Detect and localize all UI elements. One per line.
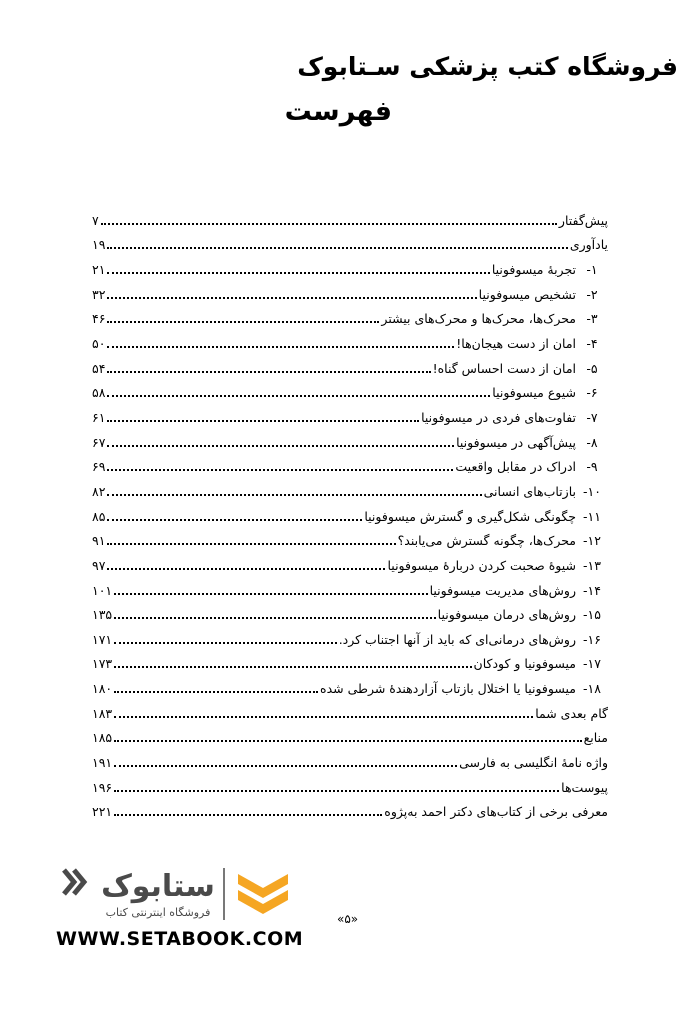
toc-title: پیوست‌ها xyxy=(561,779,608,795)
toc-page-number: ۲۱ xyxy=(92,261,106,277)
toc-page-number: ۱۸۰ xyxy=(92,681,113,697)
toc-title: پیش‌آگهی در میسوفونیا xyxy=(456,434,576,450)
toc-dot-leader xyxy=(114,691,318,693)
setabook-logo xyxy=(58,858,298,928)
toc-dot-leader xyxy=(107,272,489,274)
toc-chapter-number: ۲- xyxy=(586,286,598,302)
toc-row[interactable] xyxy=(92,722,608,747)
toc-row[interactable] xyxy=(92,303,608,328)
toc-title: منابع xyxy=(583,730,608,746)
toc-chapter-number: ۷- xyxy=(586,409,598,425)
toc-chapter-number: ۸- xyxy=(586,434,598,450)
toc-page-number: ۱۹۶ xyxy=(92,779,113,795)
toc-dot-leader xyxy=(107,543,395,545)
toc-title: محرک‌ها، چگونه گسترش می‌یابند؟ xyxy=(397,533,576,549)
toc-dot-leader xyxy=(114,765,457,767)
toc-page-number: ۴۶ xyxy=(92,311,106,327)
toc-row[interactable] xyxy=(92,377,608,402)
toc-page-number: ۶۱ xyxy=(92,409,106,425)
toc-page-number: ۱۷۳ xyxy=(92,656,113,672)
toc-page-number: ۱۸۵ xyxy=(92,730,113,746)
toc-title: تشخیص میسوفونیا xyxy=(478,286,576,302)
toc-title: بازتاب‌های انسانی xyxy=(483,483,576,499)
toc-dot-leader xyxy=(107,297,476,299)
toc-page-number: ۱۷۱ xyxy=(92,631,113,647)
toc-dot-leader xyxy=(107,371,430,373)
toc-row[interactable] xyxy=(92,426,608,451)
toc-chapter-number: ۳- xyxy=(586,311,598,327)
site-url[interactable]: WWW.SETABOOK.COM xyxy=(56,928,304,950)
toc-row[interactable] xyxy=(92,401,608,426)
toc-row[interactable] xyxy=(92,672,608,697)
toc-row[interactable] xyxy=(92,574,608,599)
toc-chapter-number: ۱۰- xyxy=(583,483,601,499)
toc-chapter-number: ۶- xyxy=(586,385,598,401)
toc-page-number: ۵۸ xyxy=(92,385,106,401)
toc-title: یادآوری xyxy=(569,237,608,253)
toc-title: امان از دست هیجان‌ها! xyxy=(456,335,576,351)
toc-chapter-number: ۱۱- xyxy=(583,508,601,524)
toc-dot-leader xyxy=(114,666,471,668)
toc-dot-leader xyxy=(107,568,385,570)
toc-chapter-number: ۱۳- xyxy=(583,557,601,573)
toc-row[interactable] xyxy=(92,451,608,476)
toc-title: روش‌های مدیریت میسوفونیا xyxy=(429,582,576,598)
toc-heading: فهرست xyxy=(284,96,392,127)
toc-page-number: ۸۲ xyxy=(92,483,106,499)
toc-title: گام بعدی شما xyxy=(535,705,608,721)
toc-dot-leader xyxy=(107,469,453,471)
toc-dot-leader xyxy=(114,740,581,742)
toc-title: شیوهٔ صحبت کردن دربارهٔ میسوفونیا xyxy=(387,557,576,573)
toc-row[interactable] xyxy=(92,500,608,525)
toc-dot-leader xyxy=(107,420,419,422)
toc-page-number: ۱۹ xyxy=(92,237,106,253)
toc-page-number: ۱۳۵ xyxy=(92,607,113,623)
toc-dot-leader xyxy=(101,223,557,225)
toc-page-number: ۱۸۳ xyxy=(92,705,113,721)
toc-row[interactable] xyxy=(92,746,608,771)
toc-title: چگونگی شکل‌گیری و گسترش میسوفونیا xyxy=(364,508,576,524)
toc-row[interactable] xyxy=(92,253,608,278)
toc-page-number: ۶۷ xyxy=(92,434,106,450)
toc-page-number: ۶۹ xyxy=(92,459,106,475)
toc-row[interactable] xyxy=(92,352,608,377)
toc-title: روش‌های درمانی‌ای که باید از آنها اجتناب کرد. xyxy=(338,631,576,647)
toc-title: میسوفونیا و کودکان xyxy=(473,656,576,672)
toc-chapter-number: ۴- xyxy=(586,335,598,351)
toc-title: معرفی برخی از کتاب‌های دکتر احمد به‌پژوه xyxy=(384,804,608,820)
toc-title: تجربهٔ میسوفونیا xyxy=(491,261,576,277)
toc-page-number: ۹۱ xyxy=(92,533,106,549)
toc-chapter-number: ۱۴- xyxy=(583,582,601,598)
toc-row[interactable] xyxy=(92,525,608,550)
page-number: «۵» xyxy=(337,912,359,926)
toc-title: روش‌های درمان میسوفونیا xyxy=(437,607,576,623)
logo-graphic xyxy=(58,858,298,928)
toc-chapter-number: ۱۵- xyxy=(583,607,601,623)
toc-page-number: ۸۵ xyxy=(92,508,106,524)
toc-chapter-number: ۱۸- xyxy=(583,681,601,697)
toc-dot-leader xyxy=(114,814,382,816)
chevron-mark-1 xyxy=(64,870,74,894)
toc-row[interactable] xyxy=(92,796,608,821)
toc-dot-leader xyxy=(107,321,379,323)
toc-page-number: ۳۲ xyxy=(92,286,106,302)
toc-dot-leader xyxy=(114,716,533,718)
toc-row[interactable] xyxy=(92,204,608,229)
toc-dot-leader xyxy=(107,346,454,348)
toc-title: امان از دست احساس گناه! xyxy=(432,360,576,376)
toc-dot-leader xyxy=(107,445,454,447)
toc-page-number: ۹۷ xyxy=(92,557,106,573)
toc-page-number: ۱۹۱ xyxy=(92,755,113,771)
toc-page-number: ۲۲۱ xyxy=(92,804,113,820)
toc-row[interactable] xyxy=(92,475,608,500)
toc-chapter-number: ۱۶- xyxy=(583,631,601,647)
toc-title: واژه نامهٔ انگلیسی به فارسی xyxy=(459,755,608,771)
toc-title: میسوفونیا یا اختلال بازتاب آزاردهندهٔ شرطی شده xyxy=(320,681,576,697)
toc-title: شیوع میسوفونیا xyxy=(492,385,576,401)
toc-title: محرک‌ها، محرک‌ها و محرک‌های بیشتر xyxy=(381,311,576,327)
toc-row[interactable] xyxy=(92,771,608,796)
logo-word: ستابوک xyxy=(101,869,215,904)
toc-chapter-number: ۹- xyxy=(586,459,598,475)
toc-dot-leader xyxy=(114,593,427,595)
toc-chapter-number: ۱۲- xyxy=(583,533,601,549)
toc-row[interactable] xyxy=(92,229,608,254)
toc-dot-leader xyxy=(114,617,436,619)
toc-row[interactable] xyxy=(92,623,608,648)
toc-row[interactable] xyxy=(92,599,608,624)
toc-dot-leader xyxy=(107,247,567,249)
toc-row[interactable] xyxy=(92,697,608,722)
toc-row[interactable] xyxy=(92,278,608,303)
toc-page-number: ۱۰۱ xyxy=(92,582,113,598)
store-title: فروشگاه کتب پزشکی سـتابوک xyxy=(297,52,678,81)
toc-page-number: ۷ xyxy=(92,212,99,228)
table-of-contents xyxy=(92,204,608,820)
toc-row[interactable] xyxy=(92,549,608,574)
toc-dot-leader xyxy=(114,790,559,792)
toc-row[interactable] xyxy=(92,648,608,673)
toc-title: پیش‌گفتار xyxy=(558,212,608,228)
toc-chapter-number: ۵- xyxy=(586,360,598,376)
toc-dot-leader xyxy=(114,642,337,644)
toc-dot-leader xyxy=(107,494,481,496)
logo-tagline: فروشگاه اینترنتی کتاب xyxy=(105,906,211,919)
toc-dot-leader xyxy=(107,519,362,521)
toc-chapter-number: ۱۷- xyxy=(583,656,601,672)
toc-chapter-number: ۱- xyxy=(586,261,598,277)
toc-row[interactable] xyxy=(92,327,608,352)
toc-page-number: ۵۴ xyxy=(92,360,106,376)
toc-title: ادراک در مقابل واقعیت xyxy=(455,459,576,475)
toc-dot-leader xyxy=(107,395,490,397)
toc-title: تفاوت‌های فردی در میسوفونیا xyxy=(421,409,576,425)
toc-page-number: ۵۰ xyxy=(92,335,106,351)
